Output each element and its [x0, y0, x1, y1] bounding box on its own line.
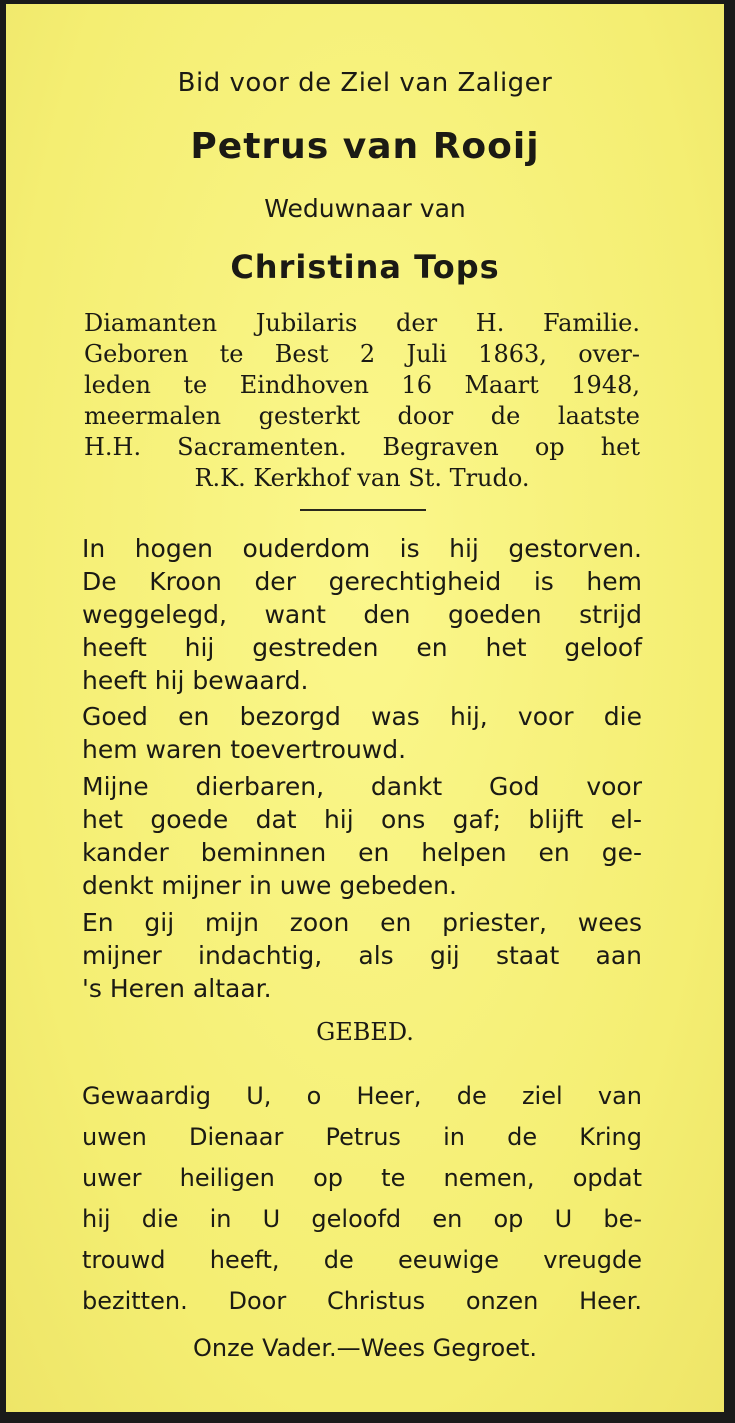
- prayer-line: hij die in U geloofd en op U be-: [82, 1205, 642, 1233]
- header-text: Bid voor de Ziel van Zaliger: [177, 68, 553, 98]
- prayer-line: uwen Dienaar Petrus in de Kring: [82, 1123, 642, 1151]
- bio-line: Diamanten Jubilaris der H. Familie.: [84, 309, 640, 337]
- text-line: het goede dat hij ons gaf; blijft el-: [82, 805, 642, 834]
- closing-text: Onze Vader.—Wees Gegroet.: [192, 1334, 538, 1362]
- text-line: En gij mijn zoon en priester, wees: [82, 908, 642, 937]
- spouse-name: Christina Tops: [230, 248, 500, 286]
- bio-line: meermalen gesterkt door de laatste: [84, 402, 640, 430]
- deceased-name: Petrus van Rooij: [190, 126, 540, 167]
- text-line: 's Heren altaar.: [82, 974, 272, 1003]
- text-line: heeft hij gestreden en het geloof: [82, 633, 642, 662]
- divider-line: [300, 509, 426, 511]
- bio-line: leden te Eindhoven 16 Maart 1948,: [84, 371, 640, 399]
- prayer-line: trouwd heeft, de eeuwige vreugde: [82, 1246, 642, 1274]
- bio-line: R.K. Kerkhof van St. Trudo.: [194, 464, 530, 492]
- text-line: Mijne dierbaren, dankt God voor: [82, 772, 642, 801]
- prayer-line: bezitten. Door Christus onzen Heer.: [82, 1287, 642, 1315]
- text-line: denkt mijner in uwe gebeden.: [82, 871, 457, 900]
- bio-line: H.H. Sacramenten. Begraven op het: [84, 433, 640, 461]
- text-line: weggelegd, want den goeden strijd: [82, 600, 642, 629]
- relation-text: Weduwnaar van: [264, 194, 466, 223]
- memorial-card: [6, 4, 724, 1412]
- text-line: heeft hij bewaard.: [82, 666, 309, 695]
- prayer-title: GEBED.: [316, 1018, 414, 1046]
- text-line: hem waren toevertrouwd.: [82, 735, 407, 764]
- bio-line: Geboren te Best 2 Juli 1863, over-: [84, 340, 640, 368]
- prayer-line: Gewaardig U, o Heer, de ziel van: [82, 1082, 642, 1110]
- text-line: In hogen ouderdom is hij gestorven.: [82, 534, 642, 563]
- prayer-line: uwer heiligen op te nemen, opdat: [82, 1164, 642, 1192]
- text-line: kander beminnen en helpen en ge-: [82, 838, 642, 867]
- text-line: Goed en bezorgd was hij, voor die: [82, 702, 642, 731]
- text-line: mijner indachtig, als gij staat aan: [82, 941, 642, 970]
- text-line: De Kroon der gerechtigheid is hem: [82, 567, 642, 596]
